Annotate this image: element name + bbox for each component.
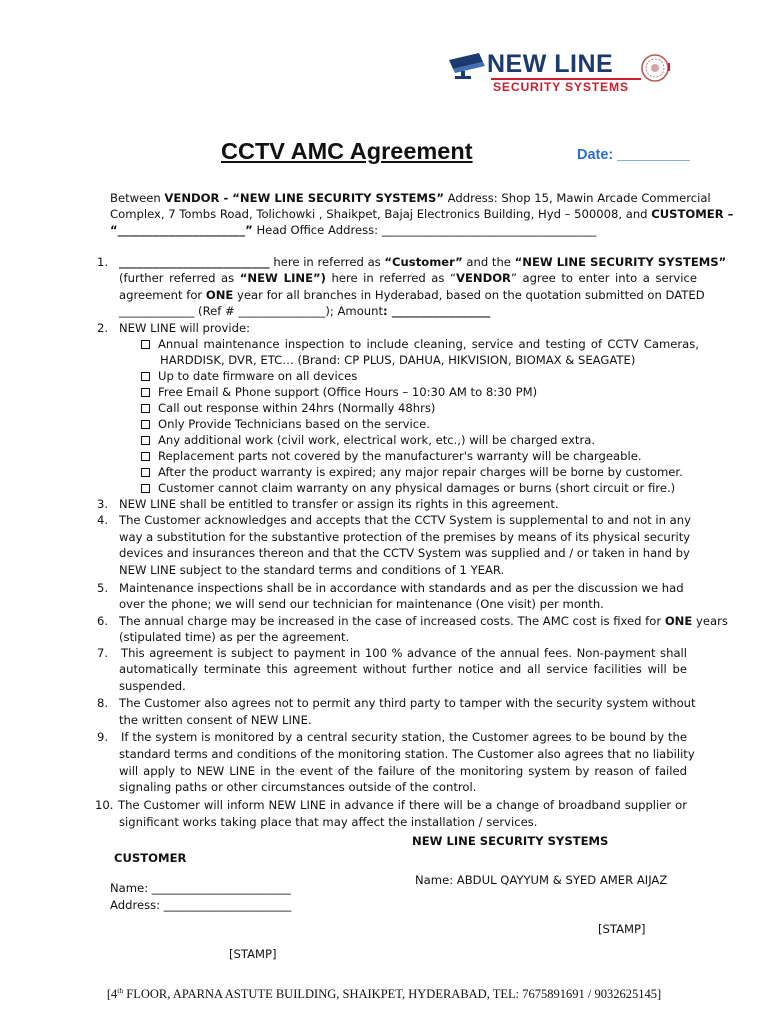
- intro-line-3: “______________________” Head Office Address: _____________________________________: [110, 223, 597, 237]
- vendor-signature-heading: NEW LINE SECURITY SYSTEMS: [412, 834, 609, 848]
- vendor-stamp-placeholder: [STAMP]: [598, 922, 646, 936]
- clause-5-line: over the phone; we will send our technician for maintenance (One visit) per month.: [119, 597, 604, 611]
- checkbox-icon: [141, 436, 150, 445]
- service-item: After the product warranty is expired; any major repair charges will be borne by customer.: [141, 464, 683, 481]
- intro-line-1: Between VENDOR - “NEW LINE SECURITY SYSTEMS” Address: Shop 15, Mawin Arcade Commercial: [110, 191, 711, 205]
- clause-6-line-2: (stipulated time) as per the agreement.: [119, 630, 350, 644]
- checkbox-icon: [141, 484, 150, 493]
- checkbox-icon: [141, 420, 150, 429]
- service-item: Up to date firmware on all devices: [141, 368, 357, 385]
- clause-5-line: Maintenance inspections shall be in accordance with standards and as per the discussion we had: [119, 581, 684, 595]
- clause-2-lead: NEW LINE will provide:: [119, 321, 250, 335]
- clause-10-line: The Customer will inform NEW LINE in advance if there will be a change of broadband supplier or: [118, 798, 687, 812]
- clause-10-line: significant works taking place that may affect the installation / services.: [119, 815, 538, 829]
- clause-number: 1.: [97, 255, 109, 269]
- clause-4-line: way a substitution for the substantive protection of the premises by means of its physical security: [119, 530, 691, 544]
- service-item: Any additional work (civil work, electrical work, etc.,) will be charged extra.: [141, 432, 595, 449]
- clause-number: 10.: [95, 798, 114, 812]
- footer-address: [4th FLOOR, APARNA ASTUTE BUILDING, SHAIKPET, HYDERABAD, TEL: 7675891691 / 9032625145]: [106, 986, 662, 1001]
- customer-address-field: Address: ______________________: [110, 898, 292, 912]
- clause-6-line-1: The annual charge may be increased in the case of increased costs. The AMC cost is fixed for ONE years: [119, 614, 728, 628]
- clause-4-line: The Customer acknowledges and accepts that the CCTV System is supplemental to and not in any: [119, 513, 691, 527]
- checkbox-icon: [141, 404, 150, 413]
- logo-brand-name: NEW LINE: [487, 50, 614, 78]
- customer-stamp-placeholder: [STAMP]: [229, 947, 277, 961]
- clause-1-line-1: __________________________ here in referred as “Customer” and the “NEW LINE SECURITY SYSTEMS”: [119, 255, 727, 269]
- clause-1-line-3: agreement for ONE year for all branches in Hyderabad, based on the quotation submitted on DATED: [119, 288, 705, 302]
- service-item: Free Email & Phone support (Office Hours – 10:30 AM to 8:30 PM): [141, 384, 537, 401]
- service-item: Annual maintenance inspection to include cleaning, service and testing of CCTV Cameras,: [141, 336, 699, 353]
- customer-signature-heading: CUSTOMER: [114, 851, 187, 865]
- clause-number: 7.: [97, 646, 109, 660]
- clause-8-line: the written consent of NEW LINE.: [119, 713, 312, 727]
- clause-number: 5.: [97, 581, 109, 595]
- checkbox-icon: [141, 388, 150, 397]
- clause-9-line: will apply to NEW LINE in the event of the failure of the monitoring system by reason of failed: [119, 764, 687, 778]
- clause-3-line: NEW LINE shall be entitled to transfer or assign its rights in this agreement.: [119, 497, 559, 511]
- clause-1-line-2: (further referred as “NEW LINE”) here in referred as “VENDOR” agree to enter into a service: [119, 271, 697, 285]
- clause-number: 6.: [97, 614, 109, 628]
- clause-7-line: suspended.: [119, 679, 186, 693]
- round-seal-icon: [640, 53, 670, 83]
- service-item: Replacement parts not covered by the manufacturer's warranty will be chargeable.: [141, 448, 642, 465]
- clause-number: 3.: [97, 497, 109, 511]
- clause-number: 4.: [97, 513, 109, 527]
- document-title: CCTV AMC Agreement: [221, 138, 473, 164]
- clause-4-line: devices and insurances thereon and that the CCTV System was supplied and / or taken in hand by: [119, 546, 690, 560]
- customer-name-field: Name: ________________________: [110, 881, 291, 895]
- clause-1-line-4: _____________ (Ref # _______________); Amount: _________________: [119, 304, 491, 318]
- logo-tagline: SECURITY SYSTEMS: [493, 80, 629, 94]
- clause-9-line: If the system is monitored by a central security station, the Customer agrees to be bound by the: [121, 730, 687, 744]
- service-item: Call out response within 24hrs (Normally 48hrs): [141, 400, 435, 417]
- checkbox-icon: [141, 372, 150, 381]
- clause-number: 2.: [97, 321, 109, 335]
- vendor-name: Name: ABDUL QAYYUM & SYED AMER AIJAZ: [415, 873, 668, 887]
- clause-number: 8.: [97, 696, 109, 710]
- clause-7-line: automatically terminate this agreement without further notice and all service facilities will be: [119, 662, 687, 676]
- checkbox-icon: [141, 340, 150, 349]
- intro-line-2: Complex, 7 Tombs Road, Tolichowki , Shaikpet, Bajaj Electronics Building, Hyd – 500008, and CUSTOMER –: [110, 207, 734, 221]
- checkbox-icon: [141, 452, 150, 461]
- checkbox-icon: [141, 468, 150, 477]
- clause-number: 9.: [97, 730, 109, 744]
- clause-8-line: The Customer also agrees not to permit any third party to tamper with the security system without: [119, 696, 696, 710]
- service-item: Customer cannot claim warranty on any physical damages or burns (short circuit or fire.): [141, 480, 675, 497]
- service-item: Only Provide Technicians based on the service.: [141, 416, 430, 433]
- date-field: Date: _________: [577, 147, 690, 163]
- service-item-continuation: HARDDISK, DVR, ETC… (Brand: CP PLUS, DAHUA, HIKVISION, BIOMAX & SEAGATE): [160, 353, 636, 367]
- clause-9-line: standard terms and conditions of the monitoring station. The Customer also agrees that no liability: [119, 747, 695, 761]
- clause-4-line: NEW LINE subject to the standard terms and conditions of 1 YEAR.: [119, 563, 505, 577]
- company-logo: [447, 46, 693, 108]
- clause-9-line: signaling paths or other circumstances outside of the control.: [119, 780, 477, 794]
- clause-7-line: This agreement is subject to payment in 100 % advance of the annual fees. Non-payment shall: [121, 646, 687, 660]
